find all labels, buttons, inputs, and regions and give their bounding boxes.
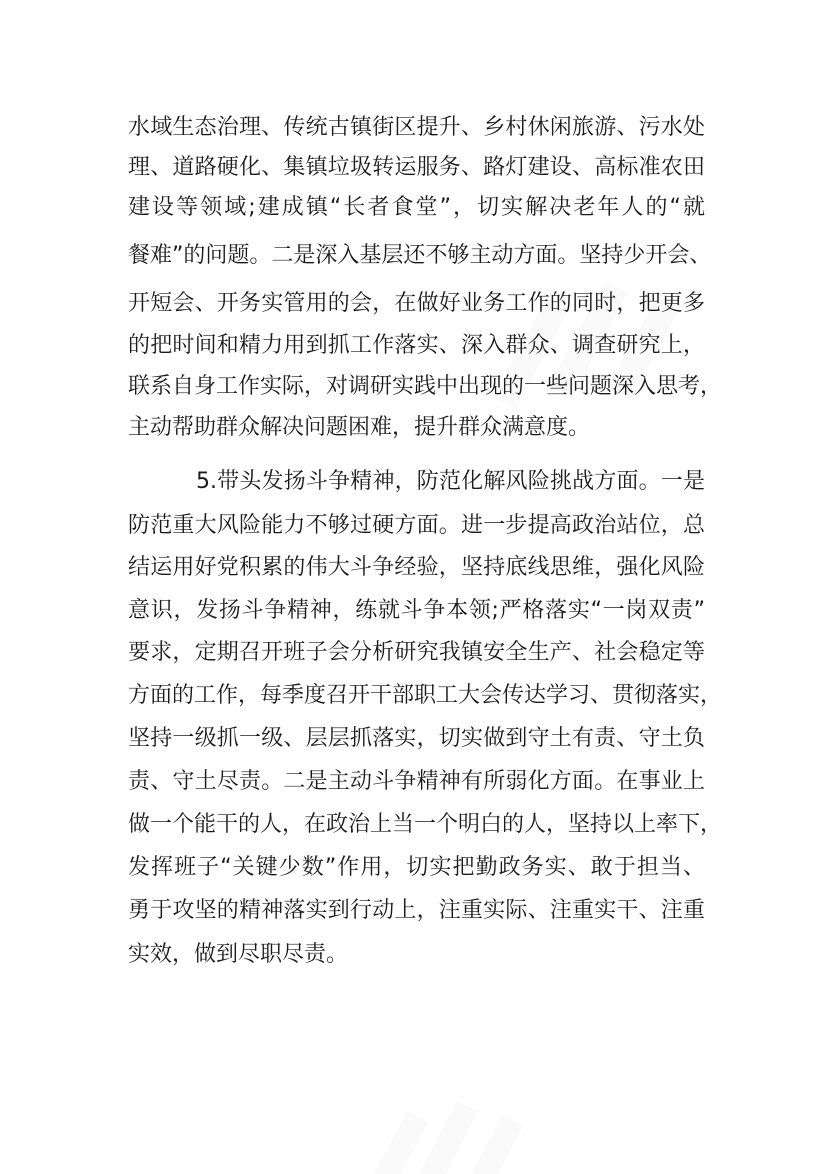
text-line: 的把时间和精力用到抓工作落实、深入群众、调查研究上， bbox=[128, 333, 705, 358]
text-line: 开短会、开务实管用的会，在做好业务工作的同时，把更多 bbox=[128, 291, 705, 316]
text-line: 方面的工作，每季度召开干部职工大会传达学习、贯彻落实， bbox=[128, 683, 723, 708]
text-line: 要求，定期召开班子会分析研究我镇安全生产、社会稳定等 bbox=[128, 640, 705, 665]
text-line: 意识，发扬斗争精神，练就斗争本领;严格落实“一岗双责” bbox=[128, 598, 705, 623]
text-line: 做一个能干的人，在政治上当一个明白的人，坚持以上率下， bbox=[128, 812, 723, 837]
text-line: 餐难”的问题。二是深入基层还不够主动方面。坚持少开会、 bbox=[128, 243, 712, 268]
text-line: 结运用好党积累的伟大斗争经验，坚持底线思维，强化风险 bbox=[128, 555, 705, 580]
text-line: 勇于攻坚的精神落实到行动上，注重实际、注重实干、注重 bbox=[128, 898, 705, 923]
watermark-mark-lower bbox=[356, 1101, 524, 1174]
text-line: 责、守土尽责。二是主动斗争精神有所弱化方面。在事业上 bbox=[128, 769, 705, 794]
text-line: 建设等领域;建成镇“长者食堂”，切实解决老年人的“就 bbox=[128, 195, 705, 220]
text-line: 主动帮助群众解决问题困难，提升群众满意度。 bbox=[128, 415, 591, 440]
text-line: 实效，做到尽职尽责。 bbox=[128, 942, 349, 967]
text-line: 5.带头发扬斗争精神，防范化解风险挑战方面。一是 bbox=[196, 469, 705, 494]
text-line: 发挥班子“关键少数”作用，切实把勤政务实、敢于担当、 bbox=[128, 855, 705, 880]
text-line: 坚持一级抓一级、层层抓落实，切实做到守土有责、守土负 bbox=[128, 726, 705, 751]
text-line: 理、道路硬化、集镇垃圾转运服务、路灯建设、高标准农田 bbox=[128, 155, 705, 180]
text-line: 防范重大风险能力不够过硬方面。进一步提高政治站位，总 bbox=[128, 513, 705, 538]
text-line: 联系自身工作实际，对调研实践中出现的一些问题深入思考， bbox=[128, 374, 723, 399]
text-line: 水域生态治理、传统古镇街区提升、乡村休闲旅游、污水处 bbox=[128, 115, 705, 140]
